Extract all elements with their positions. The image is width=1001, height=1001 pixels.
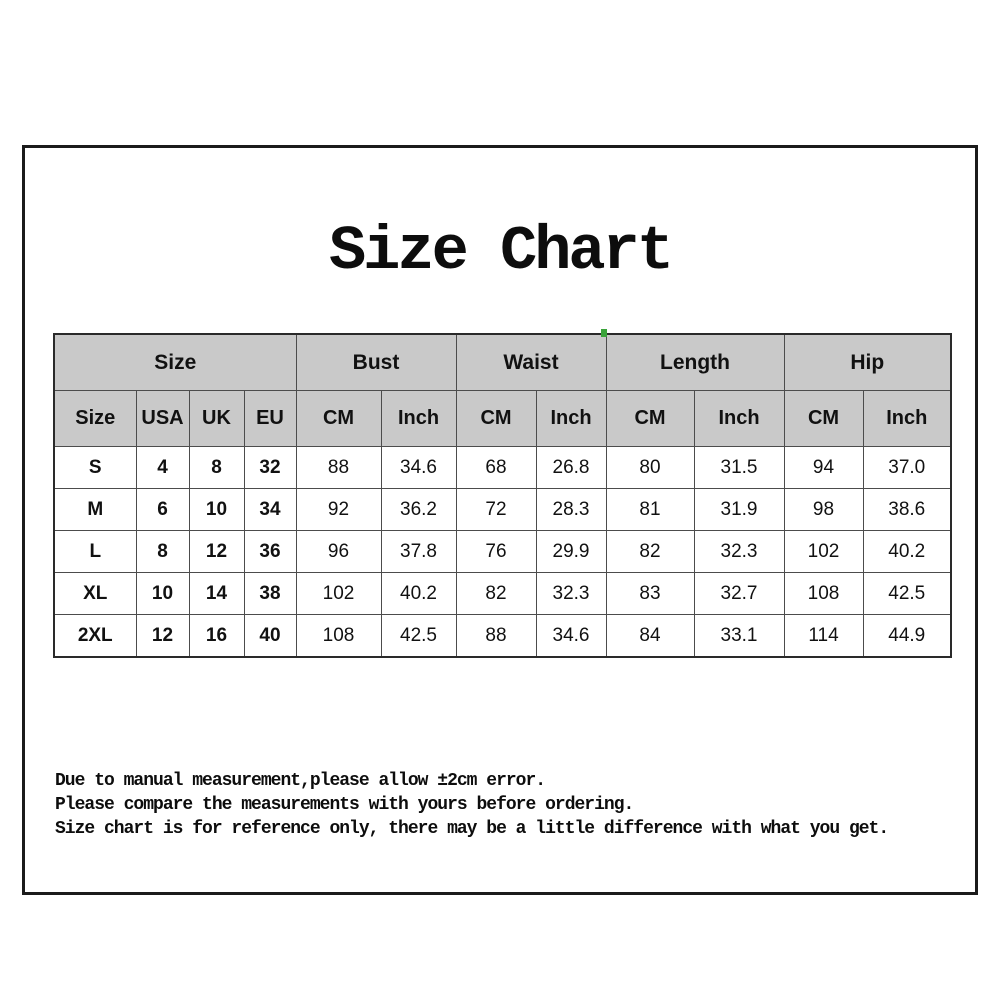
page-title: Size Chart <box>328 216 672 287</box>
waist-cm-cell: 76 <box>456 531 536 573</box>
size-label-cell: 2XL <box>54 615 136 658</box>
waist-inch-cell: 28.3 <box>536 489 606 531</box>
bust-inch-cell: 34.6 <box>381 447 456 489</box>
eu-cell: 40 <box>244 615 296 658</box>
size-label-cell: S <box>54 447 136 489</box>
length-inch-cell: 31.9 <box>694 489 784 531</box>
bust-cm-cell: 92 <box>296 489 381 531</box>
usa-cell: 8 <box>136 531 189 573</box>
hip-cm-cell: 108 <box>784 573 863 615</box>
uk-cell: 12 <box>189 531 244 573</box>
hip-cm-cell: 94 <box>784 447 863 489</box>
subheader-eu: EU <box>244 391 296 447</box>
bust-cm-cell: 102 <box>296 573 381 615</box>
waist-cm-cell: 72 <box>456 489 536 531</box>
group-header-size: Size <box>54 334 296 391</box>
subheader-bust-inch: Inch <box>381 391 456 447</box>
bust-inch-cell: 37.8 <box>381 531 456 573</box>
note-line-1: Due to manual measurement,please allow ±2cm error. <box>55 771 546 791</box>
usa-cell: 6 <box>136 489 189 531</box>
waist-inch-cell: 26.8 <box>536 447 606 489</box>
bust-cm-cell: 88 <box>296 447 381 489</box>
bust-inch-cell: 40.2 <box>381 573 456 615</box>
bust-inch-cell: 36.2 <box>381 489 456 531</box>
group-header-hip: Hip <box>784 334 951 391</box>
hip-cm-cell: 102 <box>784 531 863 573</box>
table-subheader-row <box>54 391 951 447</box>
subheader-waist-inch: Inch <box>536 391 606 447</box>
subheader-usa: USA <box>136 391 189 447</box>
size-label-cell: L <box>54 531 136 573</box>
subheader-hip-inch: Inch <box>863 391 951 447</box>
uk-cell: 16 <box>189 615 244 658</box>
eu-cell: 38 <box>244 573 296 615</box>
waist-inch-cell: 32.3 <box>536 573 606 615</box>
waist-cm-cell: 82 <box>456 573 536 615</box>
waist-inch-cell: 34.6 <box>536 615 606 658</box>
length-cm-cell: 80 <box>606 447 694 489</box>
subheader-length-cm: CM <box>606 391 694 447</box>
usa-cell: 10 <box>136 573 189 615</box>
table-row-s <box>54 447 951 489</box>
bust-inch-cell: 42.5 <box>381 615 456 658</box>
hip-inch-cell: 40.2 <box>863 531 951 573</box>
subheader-hip-cm: CM <box>784 391 863 447</box>
note-line-3: Size chart is for reference only, there may be a little difference with what you get. <box>55 819 889 839</box>
waist-cm-cell: 88 <box>456 615 536 658</box>
uk-cell: 8 <box>189 447 244 489</box>
eu-cell: 32 <box>244 447 296 489</box>
size-chart-table <box>53 333 952 658</box>
hip-inch-cell: 37.0 <box>863 447 951 489</box>
subheader-length-inch: Inch <box>694 391 784 447</box>
table-row-2xl <box>54 615 951 658</box>
uk-cell: 10 <box>189 489 244 531</box>
note-line-2: Please compare the measurements with yours before ordering. <box>55 795 634 815</box>
green-artifact-mark <box>601 329 607 337</box>
length-inch-cell: 31.5 <box>694 447 784 489</box>
table-group-header-row <box>54 334 951 391</box>
document-frame <box>22 145 978 895</box>
subheader-size: Size <box>54 391 136 447</box>
hip-inch-cell: 38.6 <box>863 489 951 531</box>
eu-cell: 36 <box>244 531 296 573</box>
group-header-bust: Bust <box>296 334 456 391</box>
length-cm-cell: 82 <box>606 531 694 573</box>
length-cm-cell: 84 <box>606 615 694 658</box>
table-row-l <box>54 531 951 573</box>
size-label-cell: M <box>54 489 136 531</box>
table-row-m <box>54 489 951 531</box>
length-cm-cell: 83 <box>606 573 694 615</box>
hip-inch-cell: 44.9 <box>863 615 951 658</box>
length-inch-cell: 32.3 <box>694 531 784 573</box>
table-row-xl <box>54 573 951 615</box>
waist-inch-cell: 29.9 <box>536 531 606 573</box>
group-header-length: Length <box>606 334 784 391</box>
group-header-waist: Waist <box>456 334 606 391</box>
hip-cm-cell: 114 <box>784 615 863 658</box>
length-inch-cell: 32.7 <box>694 573 784 615</box>
length-inch-cell: 33.1 <box>694 615 784 658</box>
usa-cell: 12 <box>136 615 189 658</box>
measurement-notes <box>55 769 888 841</box>
length-cm-cell: 81 <box>606 489 694 531</box>
usa-cell: 4 <box>136 447 189 489</box>
subheader-waist-cm: CM <box>456 391 536 447</box>
waist-cm-cell: 68 <box>456 447 536 489</box>
size-label-cell: XL <box>54 573 136 615</box>
subheader-bust-cm: CM <box>296 391 381 447</box>
bust-cm-cell: 96 <box>296 531 381 573</box>
uk-cell: 14 <box>189 573 244 615</box>
subheader-uk: UK <box>189 391 244 447</box>
hip-cm-cell: 98 <box>784 489 863 531</box>
bust-cm-cell: 108 <box>296 615 381 658</box>
hip-inch-cell: 42.5 <box>863 573 951 615</box>
eu-cell: 34 <box>244 489 296 531</box>
